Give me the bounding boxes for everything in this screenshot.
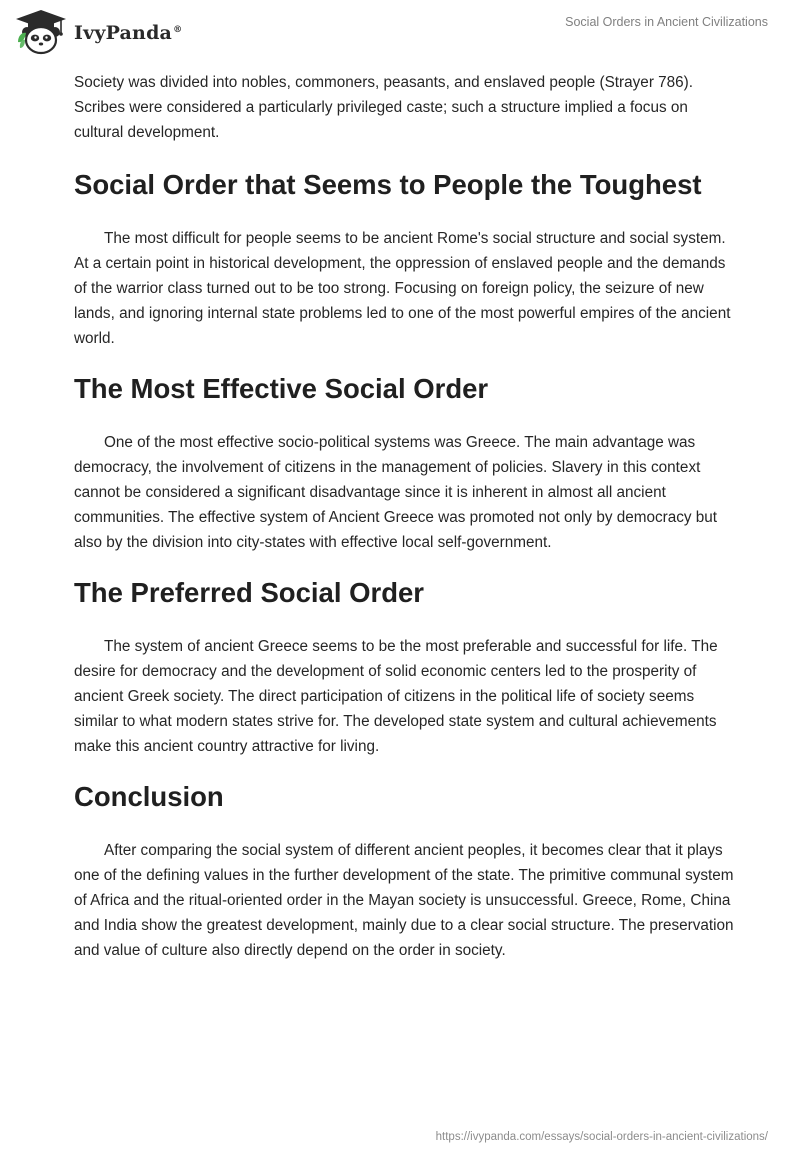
essay-content bbox=[74, 70, 734, 963]
document-title: Social Orders in Ancient Civilizations bbox=[565, 15, 768, 29]
section-heading-preferred: The Preferred Social Order bbox=[74, 577, 424, 608]
section-heading-conclusion: Conclusion bbox=[74, 781, 224, 812]
section-heading-most-effective: The Most Effective Social Order bbox=[74, 373, 489, 404]
source-url[interactable]: https://ivypanda.com/essays/social-orders-in-ancient-civilizations/ bbox=[435, 1131, 768, 1143]
brand-name: IvyPanda® bbox=[74, 22, 183, 44]
section-heading-toughest: Social Order that Seems to People the Toughest bbox=[74, 169, 702, 200]
section-paragraph-preferred: The system of ancient Greece seems to be the most preferable and successful for life. The desire for democracy and the development of solid economic centers led to the prosperity of ancient Greek society. The direct participation of citizens in the political life of society seems similar to what modern states strive for. The developed state system and cultural achievements make this ancient country attractive for living. bbox=[74, 638, 718, 755]
page-header bbox=[0, 0, 800, 64]
intro-paragraph: Society was divided into nobles, commoners, peasants, and enslaved people (Strayer 786). Scribes were considered a particularly privileged caste; such a structure implied a focus on cultural development. bbox=[74, 74, 694, 141]
section-paragraph-conclusion: After comparing the social system of different ancient peoples, it becomes clear that it plays one of the defining values in the further development of the state. The primitive communal system of Africa and the ritual-oriented order in the Mayan society is unsuccessful. Greece, Rome, China and India show the greatest development, mainly due to a clear social structure. The preservation and value of culture also directly depend on the order in society. bbox=[74, 842, 734, 959]
section-paragraph-most-effective: One of the most effective socio-political systems was Greece. The main advantage was democracy, the involvement of citizens in the management of policies. Slavery in this context cannot be considered a significant disadvantage since it is inherent in almost all ancient communities. The effective system of Ancient Greece was promoted not only by democracy but also by the division into city-states with effective local self-government. bbox=[74, 434, 718, 551]
section-paragraph-toughest: The most difficult for people seems to be ancient Rome's social structure and social system. At a certain point in historical development, the oppression of enslaved people and the demands of the warrior class turned out to be too strong. Focusing on foreign policy, the seizure of new lands, and ignoring internal state problems led to one of the most powerful empires of the ancient world. bbox=[74, 230, 731, 347]
brand-logo[interactable] bbox=[14, 8, 182, 56]
registered-mark: ® bbox=[173, 24, 183, 35]
panda-graduate-icon bbox=[14, 8, 68, 56]
